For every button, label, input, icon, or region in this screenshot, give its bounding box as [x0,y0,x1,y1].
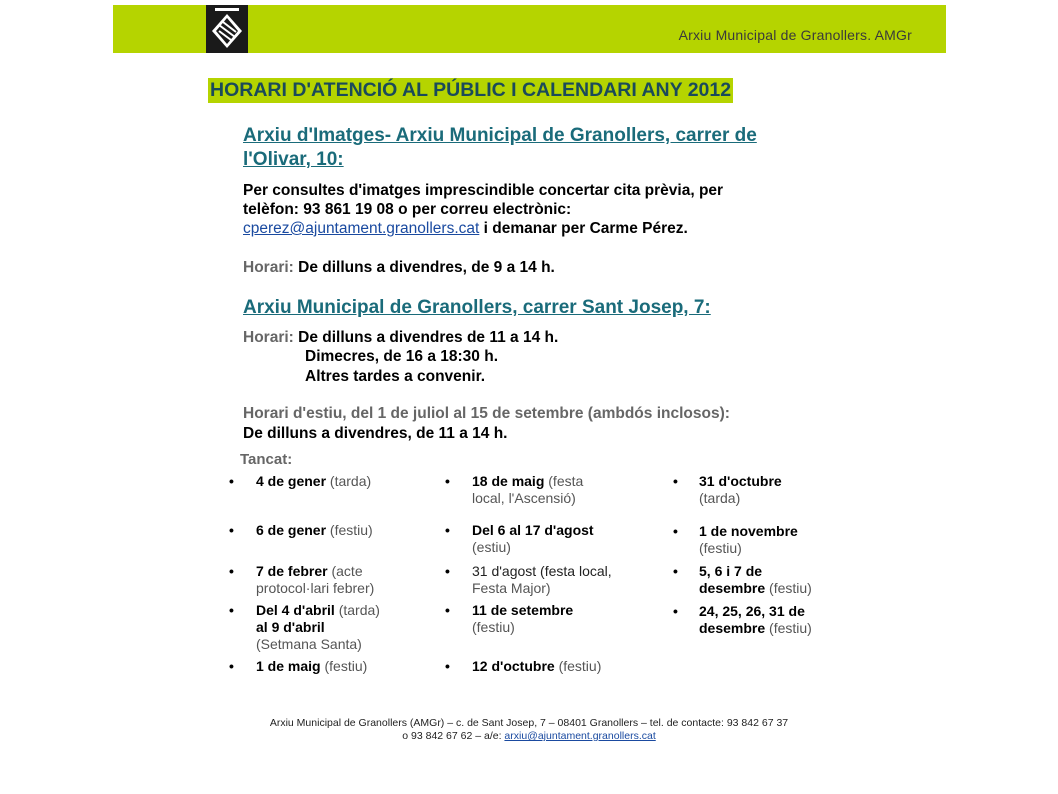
bullet: • [673,563,678,579]
bullet: • [229,473,234,489]
bullet: • [445,473,450,489]
closed-day-item [256,563,374,597]
section2-heading[interactable]: Arxiu Municipal de Granollers, carrer Sant Josep, 7: [243,297,711,318]
closed-day-item [472,473,583,507]
closed-day-note: (acte [327,563,363,579]
footer-email-link[interactable]: arxiu@ajuntament.granollers.cat [504,730,656,742]
section1-horari [243,258,555,277]
footer-line2-prefix: o 93 842 67 62 – a/e: [402,730,505,742]
footer-line1: Arxiu Municipal de Granollers (AMGr) – c. de Sant Josep, 7 – 08401 Granollers – tel. de contacte: 93 842 67 37 [269,717,789,729]
closed-day-date: desembre [699,620,766,636]
bullet: • [229,658,234,674]
closed-day-note: local, l'Ascensió) [472,490,576,506]
closed-day-date: Del 4 d'abril [256,602,335,618]
closed-day-item [256,522,373,539]
closed-day-date: Del 6 al 17 d'agost [472,522,594,538]
section2-horari-line3: Altres tardes a convenir. [305,368,486,385]
section2-horari-line1: De dilluns a divendres de 11 a 14 h. [293,329,559,346]
closed-day-item [472,658,601,675]
closed-day-date: al 9 d'abril [256,619,325,635]
page-title: HORARI D'ATENCIÓ AL PÚBLIC I CALENDARI ANY 2012 [210,79,732,101]
section1-horari-value: De dilluns a divendres, de 9 a 14 h. [293,259,555,276]
closed-day-note: (tarda) [334,602,380,618]
section1-text-line3 [243,219,688,238]
closed-day-item [256,602,380,653]
closed-day-note: (festiu) [472,619,515,635]
closed-day-date: 6 de gener [256,522,327,538]
section2-horari [243,328,558,347]
closed-day-date: 7 de febrer [256,563,328,579]
closed-day-note: (tarda) [699,490,741,506]
closed-day-note: 31 d'agost (festa local, [472,563,612,579]
granollers-coat-of-arms-icon [206,5,248,53]
bullet: • [673,473,678,489]
bullet: • [673,603,678,619]
closed-day-note: Festa Major) [472,580,551,596]
closed-day-note: (festiu) [554,658,602,674]
closed-days-label: Tancat: [240,451,293,468]
section2-estiu-value: De dilluns a divendres, de 11 a 14 h. [243,425,508,442]
bullet: • [229,602,234,618]
closed-day-note: (festiu) [765,620,812,636]
closed-day-date: 11 de setembre [472,602,574,618]
closed-day-item [472,602,573,636]
bullet: • [445,658,450,674]
email-link-cperez[interactable]: cperez@ajuntament.granollers.cat [243,220,480,237]
section1-text-line3-rest: i demanar per Carme Pérez. [479,220,688,237]
section1-horari-label: Horari: [243,259,294,276]
bullet: • [445,522,450,538]
closed-day-item [472,522,594,556]
section2-horari-line2: Dimecres, de 16 a 18:30 h. [305,348,499,365]
closed-day-item [699,473,782,507]
closed-day-item [699,523,798,557]
closed-day-note: (festiu) [765,580,812,596]
closed-day-item [256,473,371,490]
section1-text-line2: telèfon: 93 861 19 08 o per correu electrònic: [243,201,572,218]
bullet: • [673,523,678,539]
closed-day-note: (festiu) [320,658,368,674]
bullet: • [445,602,450,618]
footer-line2 [0,730,1058,743]
closed-day-note: (festiu) [699,540,742,556]
closed-day-date: 1 de maig [256,658,321,674]
closed-day-note: (festiu) [326,522,373,538]
closed-day-item [256,658,367,675]
closed-day-note: (estiu) [472,539,511,555]
closed-day-note: (festa [544,473,584,489]
closed-day-date: 18 de maig [472,473,545,489]
closed-day-date: 12 d'octubre [472,658,555,674]
section1-heading-line2[interactable]: l'Olivar, 10: [243,149,344,170]
bullet: • [229,563,234,579]
closed-day-item [699,603,812,637]
bullet: • [445,563,450,579]
closed-day-note: (Setmana Santa) [256,636,362,652]
closed-day-item [472,563,612,597]
closed-day-item [699,563,812,597]
closed-day-note: protocol·lari febrer) [256,580,375,596]
bullet: • [229,522,234,538]
closed-day-date: 5, 6 i 7 de [699,563,763,579]
closed-day-date: 4 de gener [256,473,327,489]
closed-day-note: (tarda) [326,473,372,489]
section1-heading-line1[interactable]: Arxiu d'Imatges- Arxiu Municipal de Granollers, carrer de [243,125,757,146]
closed-day-date: 24, 25, 26, 31 de [699,603,805,619]
brand-name: Arxiu Municipal de Granollers. AMGr [678,27,912,43]
section2-estiu-label: Horari d'estiu, del 1 de juliol al 15 de setembre (ambdós inclosos): [243,405,730,422]
closed-day-date: 1 de novembre [699,523,798,539]
closed-day-date: 31 d'octubre [699,473,782,489]
section1-text-line1: Per consultes d'imatges imprescindible concertar cita prèvia, per [243,182,724,199]
closed-day-date: desembre [699,580,766,596]
section2-horari-label: Horari: [243,329,294,346]
